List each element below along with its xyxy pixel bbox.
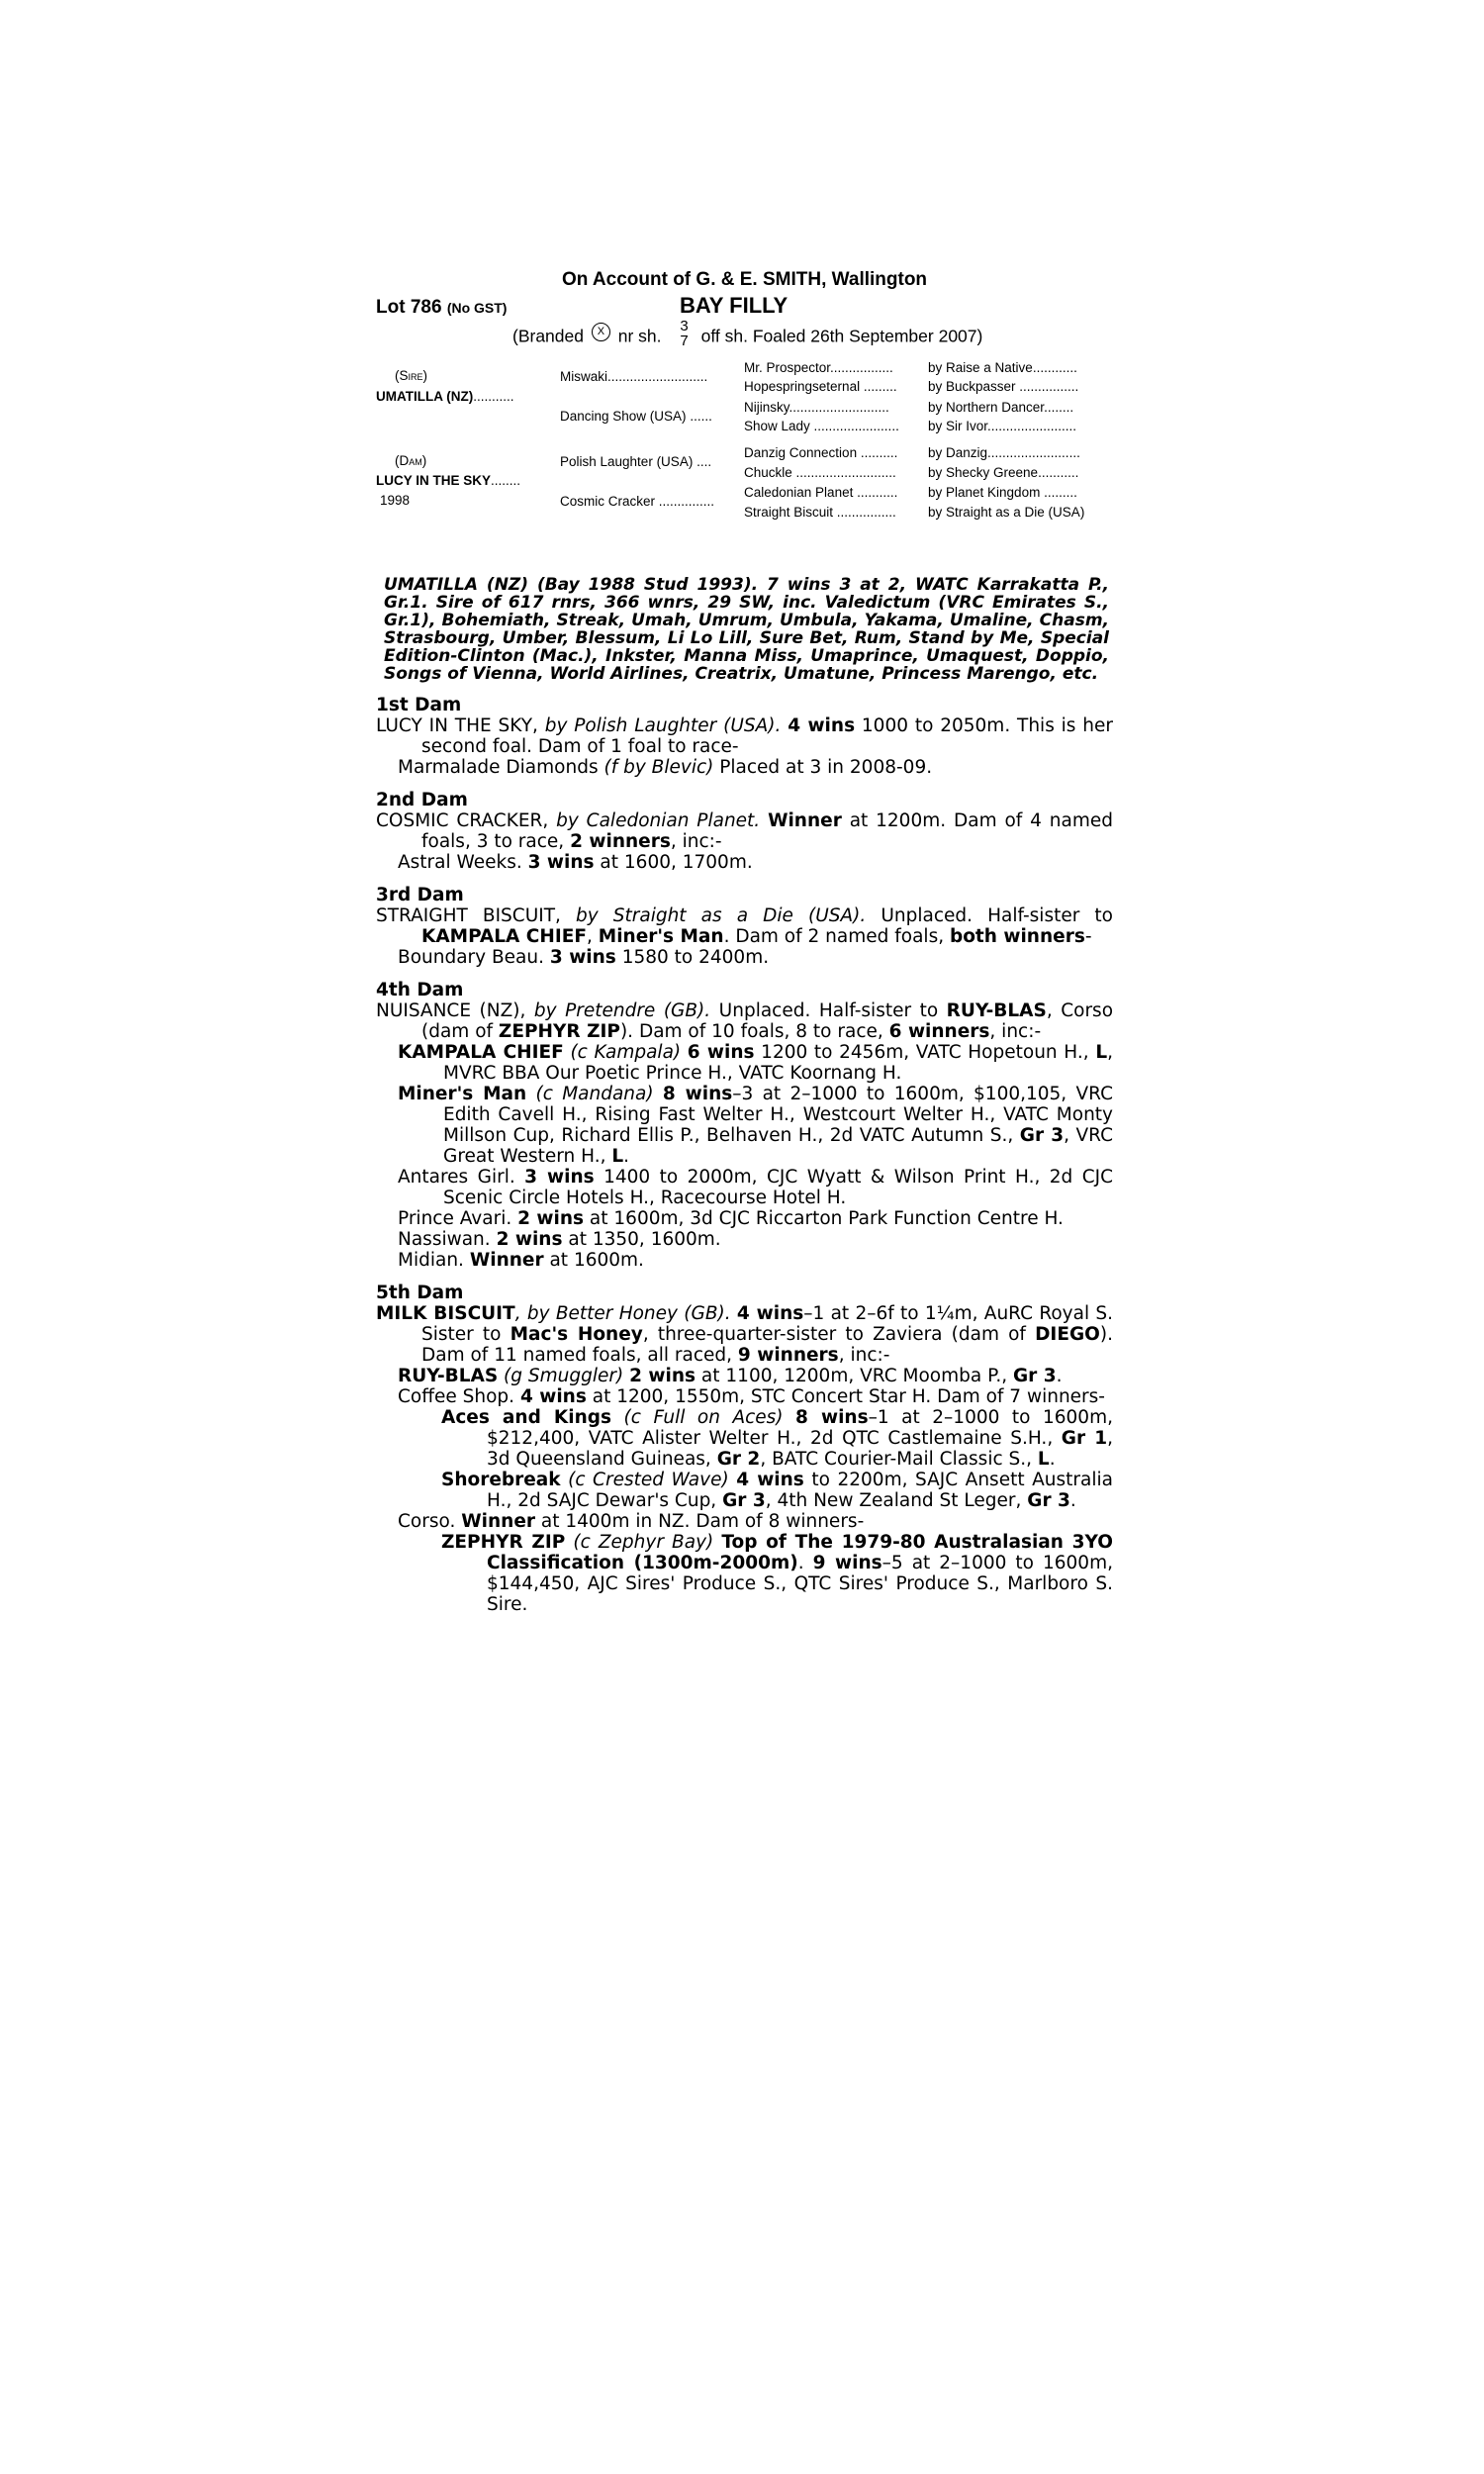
dam4-progeny-midian: Midian. Winner at 1600m. — [398, 1250, 644, 1271]
sire-dam: Dancing Show (USA) ...... — [560, 409, 712, 424]
g3-6: Chuckle ........................... — [744, 465, 896, 480]
dam2-heading: 2nd Dam — [376, 790, 468, 810]
dam-year: 1998 — [380, 493, 411, 508]
g4-3: by Northern Dancer........ — [928, 400, 1074, 415]
dam-dam: Cosmic Cracker ............... — [560, 494, 715, 509]
gst-note: (No GST) — [446, 300, 508, 316]
dam2-progeny: Astral Weeks. 3 wins at 1600, 1700m. — [398, 852, 753, 873]
dam4-heading: 4th Dam — [376, 980, 464, 1000]
lot-number: Lot 786 (No GST) — [376, 297, 508, 318]
g3-1: Mr. Prospector................. — [744, 360, 893, 375]
dam5-paragraph: MILK BISCUIT, by Better Honey (GB). 4 wins–1 at 2–6f to 1¼m, AuRC Royal S. Sister to Mac's Honey, three-quarter-sister to Zaviera (dam of DIEGO). Dam of 11 named foals, all raced, 9 winners, inc:- — [376, 1303, 1114, 1366]
dam1-heading: 1st Dam — [376, 695, 462, 715]
dam3-paragraph: STRAIGHT BISCUIT, by Straight as a Die (USA). Unplaced. Half-sister to KAMPALA CHIEF, Miner's Man. Dam of 2 named foals, both winners- — [376, 905, 1113, 947]
brand-fraction: 3 7 — [680, 318, 689, 349]
g3-7: Caledonian Planet ........... — [744, 485, 898, 500]
lot-description: BAY FILLY — [680, 293, 788, 318]
dam1-paragraph: LUCY IN THE SKY, by Polish Laughter (USA). 4 wins 1000 to 2050m. This is her second foal. Dam of 1 foal to race- — [376, 715, 1113, 757]
dam-sire: Polish Laughter (USA) .... — [560, 454, 712, 469]
g4-6: by Shecky Greene........... — [928, 465, 1079, 480]
dam-label: (Dam) — [395, 453, 427, 468]
dam5-grandprogeny-zephyr-zip: ZEPHYR ZIP (c Zephyr Bay) Top of The 1979-80 Australasian 3YO Classification (1300m-2000m). 9 wins–5 at 2–1000 to 1600m, $144,450, AJC Sires' Produce S., QTC Sires' Produce S., Marlboro S. Sire. — [441, 1532, 1113, 1615]
dam5-heading: 5th Dam — [376, 1283, 464, 1303]
g4-2: by Buckpasser ................ — [928, 379, 1079, 394]
g4-5: by Danzig......................... — [928, 445, 1080, 460]
catalogue-page — [376, 269, 1113, 1615]
g4-4: by Sir Ivor........................ — [928, 419, 1077, 433]
g4-8: by Straight as a Die (USA) — [928, 505, 1085, 520]
dam5-progeny-corso: Corso. Winner at 1400m in NZ. Dam of 8 winners- — [398, 1511, 865, 1532]
sire-label: (Sire) — [395, 368, 427, 383]
g3-5: Danzig Connection .......... — [744, 445, 898, 460]
g4-7: by Planet Kingdom ......... — [928, 485, 1077, 500]
dam2-paragraph: COSMIC CRACKER, by Caledonian Planet. Winner at 1200m. Dam of 4 named foals, 3 to race, 2 winners, inc:- — [376, 810, 1113, 852]
g3-3: Nijinsky........................... — [744, 400, 889, 415]
dam4-progeny-prince-avari: Prince Avari. 2 wins at 1600m, 3d CJC Riccarton Park Function Centre H. — [398, 1208, 1064, 1229]
dam5-grandprogeny-aces-and-kings: Aces and Kings (c Full on Aces) 8 wins–1 at 2–1000 to 1600m, $212,400, VATC Alister Welter H., 2d QTC Castlemaine S.H., Gr 1, 3d Queensland Guineas, Gr 2, BATC Courier-Mail Classic S., L. — [441, 1407, 1113, 1470]
g4-1: by Raise a Native............ — [928, 360, 1077, 375]
dam4-paragraph: NUISANCE (NZ), by Pretendre (GB). Unplaced. Half-sister to RUY-BLAS, Corso (dam of ZEPHYR ZIP). Dam of 10 foals, 8 to race, 6 winners, inc:- — [376, 1000, 1114, 1042]
sire-summary: UMATILLA (NZ) (Bay 1988 Stud 1993). 7 wins 3 at 2, WATC Karrakatta P., Gr.1. Sire of 617 rnrs, 366 wnrs, 29 SW, inc. Valedictum (VRC Emirates S., Gr.1), Bohemiath, Streak, Umah, Umrum, Umbula, Yakama, Umaline, Chasm, Strasbourg, Umber, Blessum, Li Lo Lill, Sure Bet, Rum, Stand by Me, Special Edition-Clinton (Mac.), Inkster, Manna Miss, Umaprince, Umaquest, Doppio, Songs of Vienna, World Airlines, Creatrix, Umatune, Princess Marengo, etc. — [384, 575, 1109, 684]
vendor-line: On Account of G. & E. SMITH, Wallington — [561, 269, 928, 290]
dam-name: LUCY IN THE SKY........ — [376, 473, 521, 488]
dam4-progeny-antares-girl: Antares Girl. 3 wins 1400 to 2000m, CJC Wyatt & Wilson Print H., 2d CJC Scenic Circle Hotels H., Racecourse Hotel H. — [398, 1167, 1113, 1208]
dam5-progeny-coffee-shop: Coffee Shop. 4 wins at 1200, 1550m, STC Concert Star H. Dam of 7 winners- — [398, 1386, 1105, 1407]
dam5-grandprogeny-shorebreak: Shorebreak (c Crested Wave) 4 wins to 2200m, SAJC Ansett Australia H., 2d SAJC Dewar's Cup, Gr 3, 4th New Zealand St Leger, Gr 3. — [441, 1470, 1113, 1511]
dam3-progeny: Boundary Beau. 3 wins 1580 to 2400m. — [398, 947, 770, 968]
g3-4: Show Lady ....................... — [744, 419, 899, 433]
brand-mark-icon: X — [592, 323, 610, 341]
sire-sire: Miswaki........................... — [560, 369, 708, 384]
sire-name: UMATILLA (NZ)........... — [376, 389, 514, 404]
dam5-progeny-ruy-blas: RUY-BLAS (g Smuggler) 2 wins at 1100, 1200m, VRC Moomba P., Gr 3. — [398, 1366, 1063, 1386]
dam4-progeny-miners-man: Miner's Man (c Mandana) 8 wins–3 at 2–1000 to 1600m, $100,105, VRC Edith Cavell H., Rising Fast Welter H., Westcourt Welter H., VATC Monty Millson Cup, Richard Ellis P., Belhaven H., 2d VATC Autumn S., Gr 3, VRC Great Western H., L. — [398, 1084, 1113, 1167]
g3-2: Hopespringseternal ......... — [744, 379, 897, 394]
dam1-progeny: Marmalade Diamonds (f by Blevic) Placed at 3 in 2008-09. — [398, 757, 933, 778]
brand-line: (Branded X nr sh. 3 7 off sh. Foaled 26th September 2007) — [512, 318, 983, 349]
dam4-progeny-kampala-chief: KAMPALA CHIEF (c Kampala) 6 wins 1200 to 2456m, VATC Hopetoun H., L, MVRC BBA Our Poetic Prince H., VATC Koornang H. — [398, 1042, 1114, 1084]
lot-line — [376, 295, 1113, 323]
g3-8: Straight Biscuit ................ — [744, 505, 896, 520]
dam4-progeny-nassiwan: Nassiwan. 2 wins at 1350, 1600m. — [398, 1229, 721, 1250]
dam3-heading: 3rd Dam — [376, 885, 464, 905]
pedigree-table — [376, 358, 1113, 566]
